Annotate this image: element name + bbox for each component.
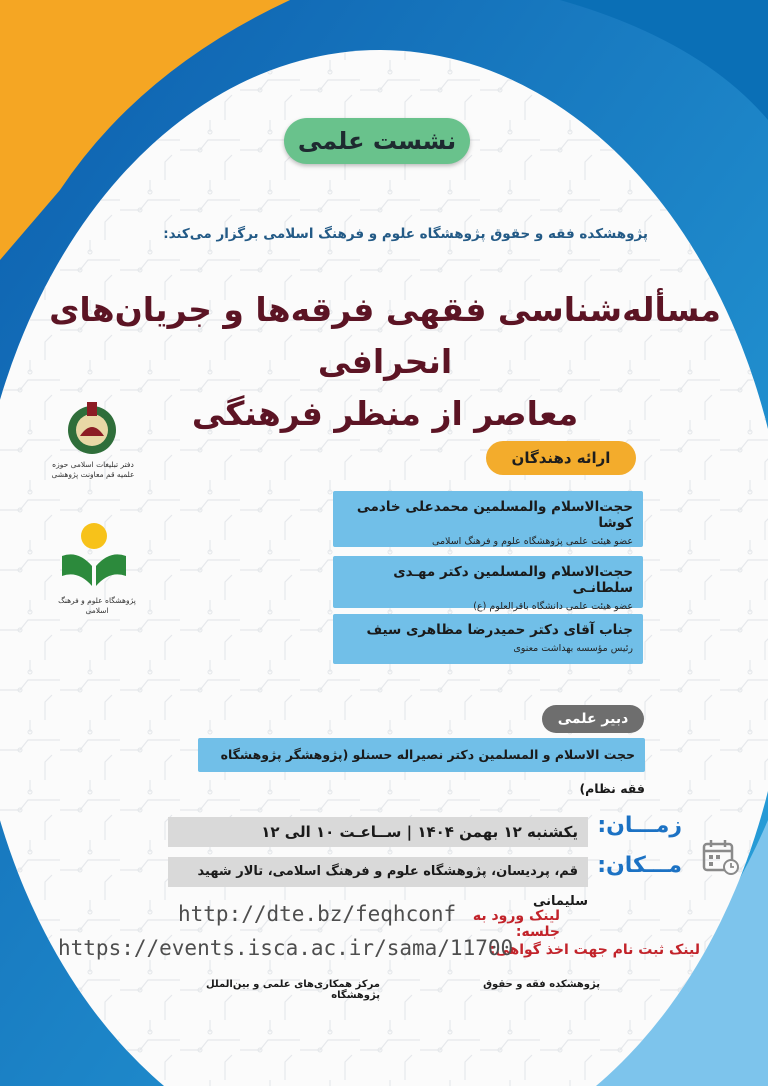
islamic-propagation-office-logo xyxy=(60,396,124,456)
presenter-name: حجت‌الاسلام والمسلمین محمدعلی خادمی کوشا xyxy=(356,499,633,531)
scientific-secretary-name: حجت الاسلام و المسلمین دکتر نصیراله حسنلو (پژوهشگر پژوهشگاه فقه نظام) xyxy=(220,747,645,796)
presenters-tag: ارائه دهندگان xyxy=(486,441,636,475)
scientific-secretary-tag: دبیر علمی xyxy=(542,705,644,733)
presenter-role: عضو هیئت علمی پژوهشگاه علوم و فرهنگ اسلامی xyxy=(432,536,633,547)
place-label: مـــکان: xyxy=(597,853,682,878)
event-type-badge: نشست علمی xyxy=(284,118,470,164)
scientific-secretary-bar xyxy=(198,738,645,796)
presenter-card xyxy=(333,614,643,664)
presenter-card xyxy=(333,491,643,547)
place-bar xyxy=(168,857,588,909)
presenter-card xyxy=(333,556,643,612)
certificate-link-label: لینک ثبت نام جهت اخذ گواهی: xyxy=(489,942,700,958)
event-title xyxy=(40,284,730,440)
presenter-role: رئیس مؤسسه بهداشت معنوی xyxy=(513,643,633,654)
certificate-link[interactable]: https://events.isca.ac.ir/sama/11700 xyxy=(58,936,514,960)
session-link[interactable]: http://dte.bz/feqhconf xyxy=(178,902,457,926)
calendar-icon xyxy=(700,838,740,876)
time-value: یکشنبه ۱۲ بهمن ۱۴۰۴ | ســاعـت ۱۰ الی ۱۲ xyxy=(261,823,578,841)
time-label: زمـــان: xyxy=(597,813,682,838)
time-bar xyxy=(168,817,588,847)
footer-right-org: پژوهشکده فقه و حقوق xyxy=(483,979,600,990)
event-title-line-2: معاصر از منظر فرهنگی xyxy=(191,394,579,433)
top-logo-caption: دفتر تبلیغات اسلامی حوزه علمیه قم معاونت پژوهشی xyxy=(51,460,135,479)
event-title-line-1: مسأله‌شناسی فقهی فرقه‌ها و جریان‌های انحرافی xyxy=(49,290,721,381)
isca-logo xyxy=(56,520,132,590)
place-value: قم، پردیسان، پژوهشگاه علوم و فرهنگ اسلامی، تالار شهید سلیمانی xyxy=(197,864,588,909)
presenter-name: حجت‌الاسلام والمسلمین دکتر مهـدی سلطانـی xyxy=(393,564,633,596)
presenter-name: جناب آقای دکتر حمیدرضا مظاهری سیف xyxy=(366,622,633,638)
presenter-role: عضو هیئت علمی دانشگاه باقرالعلوم (ع) xyxy=(473,601,633,612)
footer-left-org: مرکز همکاری‌های علمی و بین‌الملل پژوهشگاه xyxy=(205,979,380,1001)
organizer-line: پژوهشکده فقه و حقوق پژوهشگاه علوم و فرهنگ اسلامی برگزار می‌کند: xyxy=(163,226,648,242)
bottom-logo-caption: پژوهشگاه علوم و فرهنگ اسلامی xyxy=(58,596,136,615)
session-link-label: لینک ورود به جلسه: xyxy=(472,908,560,940)
